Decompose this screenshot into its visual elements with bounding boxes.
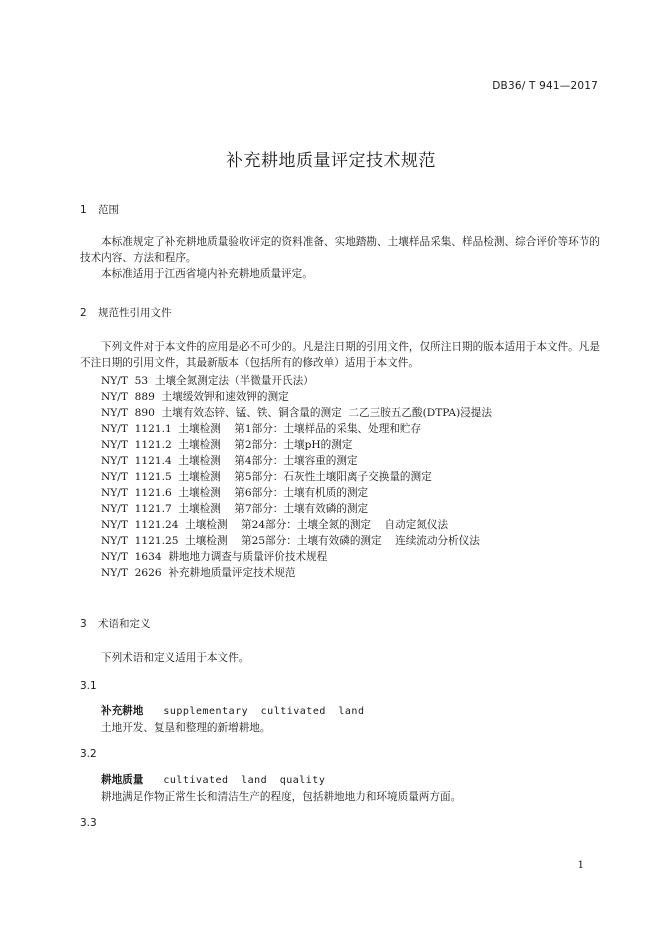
term-english: supplementary cultivated land <box>163 706 365 717</box>
reference-item: NY/T 1121.7 土壤检测 第7部分：土壤有效磷的测定 <box>101 503 369 515</box>
document-title: 补充耕地质量评定技术规范 <box>226 151 436 171</box>
reference-item: NY/T 889 土壤缓效钾和速效钾的测定 <box>101 391 289 403</box>
reference-item: NY/T 1121.2 土壤检测 第2部分：土壤pH的测定 <box>101 439 353 451</box>
term-definition: 耕地满足作物正常生长和清洁生产的程度，包括耕地地力和环境质量两方面。 <box>101 791 462 803</box>
section-number: 2 <box>80 307 87 319</box>
reference-item: NY/T 53 土壤全氮测定法（半微量开氏法） <box>101 375 314 387</box>
section-title: 范围 <box>98 204 119 216</box>
reference-item: NY/T 1634 耕地地力调查与质量评价技术规程 <box>101 551 328 563</box>
page-number: 1 <box>577 860 584 871</box>
reference-item: NY/T 1121.4 土壤检测 第4部分：土壤容重的测定 <box>101 455 358 467</box>
reference-item: NY/T 2626 补充耕地质量评定技术规范 <box>101 567 296 579</box>
section-number: 3 <box>80 618 87 630</box>
term-number: 3.2 <box>80 748 97 760</box>
section-2-heading <box>80 305 172 320</box>
paragraph: 下列文件对于本文件的应用是必不可少的。凡是注日期的引用文件，仅所注日期的版本适用于本文件。凡是不注日期的引用文件，其最新版本（包括所有的修改单）适用于本文件。 <box>80 341 600 369</box>
reference-item: NY/T 1121.24 土壤检测 第24部分：土壤全氮的测定 自动定氮仪法 <box>101 519 449 531</box>
section-title: 术语和定义 <box>98 618 151 630</box>
section-3-intro: 下列术语和定义适用于本文件。 <box>101 652 250 664</box>
section-title: 规范性引用文件 <box>98 307 172 319</box>
reference-list <box>101 373 492 581</box>
term-english: cultivated land quality <box>163 775 326 786</box>
paragraph: 本标准规定了补充耕地质量验收评定的资料准备、实地踏勘、土壤样品采集、样品检测、综合评价等环节的技术内容、方法和程序。 <box>80 236 600 264</box>
term-heading <box>101 703 364 718</box>
term-number: 3.1 <box>80 680 97 692</box>
term-definition: 土地开发、复垦和整理的新增耕地。 <box>101 722 271 734</box>
term-chinese: 补充耕地 <box>101 705 144 717</box>
reference-item: NY/T 1121.1 土壤检测 第1部分：土壤样品的采集、处理和贮存 <box>101 423 422 435</box>
section-1-heading <box>80 202 119 217</box>
reference-item: NY/T 1121.25 土壤检测 第25部分：土壤有效磷的测定 连续流动分析仪法 <box>101 535 480 547</box>
reference-item: NY/T 1121.6 土壤检测 第6部分：土壤有机质的测定 <box>101 487 369 499</box>
term-chinese: 耕地质量 <box>101 774 144 786</box>
term-heading <box>101 772 325 787</box>
reference-item: NY/T 890 土壤有效态锌、锰、铁、铜含量的测定 二乙三胺五乙酸(DTPA)浸提法 <box>101 407 492 419</box>
standard-code: DB36/ T 941—2017 <box>492 80 598 92</box>
paragraph: 本标准适用于江西省境内补充耕地质量评定。 <box>101 268 313 280</box>
section-1-body <box>80 234 600 282</box>
term-number: 3.3 <box>80 817 97 829</box>
section-2-intro <box>80 339 600 371</box>
section-number: 1 <box>80 204 87 216</box>
section-3-heading <box>80 616 151 631</box>
reference-item: NY/T 1121.5 土壤检测 第5部分：石灰性土壤阳离子交换量的测定 <box>101 471 432 483</box>
